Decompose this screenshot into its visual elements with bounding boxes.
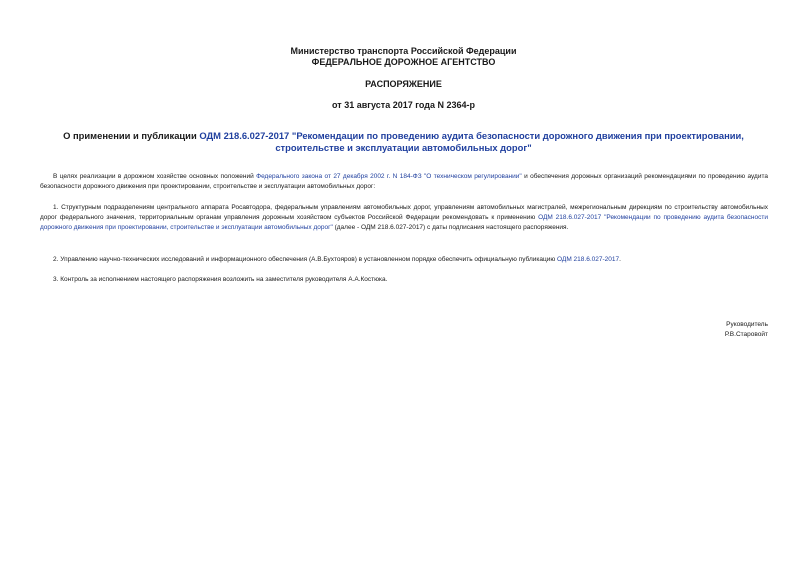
item-3-paragraph: 3. Контроль за исполнением настоящего распоряжения возложить на заместителя руководителя А.А.Костюка. — [53, 276, 388, 283]
signature-role: Руководитель — [726, 321, 768, 328]
signature-name: Р.В.Старовойт — [724, 331, 768, 338]
item-2-text-before: 2. Управлению научно-технических исследований и информационного обеспечения (А.В.Бухтояров) в установленном порядке обеспечить официальную публикацию — [53, 256, 558, 263]
item-2-text-after: . — [619, 256, 621, 263]
agency-name: ФЕДЕРАЛЬНОЕ ДОРОЖНОЕ АГЕНТСТВО — [311, 57, 496, 67]
item-2-odm-link[interactable]: ОДМ 218.6.027-2017 — [557, 256, 620, 263]
document-type: РАСПОРЯЖЕНИЕ — [365, 79, 442, 89]
intro-paragraph — [40, 172, 768, 192]
item-2-paragraph — [40, 255, 768, 265]
federal-law-link[interactable]: Федерального закона от 27 декабря 2002 г. N 184-ФЗ "О техническом регулировании" — [256, 173, 522, 180]
document-date: от 31 августа 2017 года N 2364-р — [332, 100, 475, 110]
item-1-text-before: 1. Структурным подразделениям центрального аппарата Росавтодора, федеральным управлениям автомобильных дорог, управлениям автомобильных магистралей, межрегиональным дирекциям по строительству автомобильных дорог федерального значения, территориальным органам управления дорожным хозяйством субъектов Российской Федерации рекомендовать к применению — [40, 204, 768, 221]
intro-text-before: В целях реализации в дорожном хозяйстве основных положений — [53, 173, 257, 180]
title-odm-link[interactable]: ОДМ 218.6.027-2017 "Рекомендации по проведению аудита безопасности дорожного движения при проектировании, строительстве и эксплуатации автомобильных дорог" — [199, 130, 744, 153]
ministry-name: Министерство транспорта Российской Федерации — [290, 46, 517, 56]
document-title — [40, 130, 767, 154]
item-1-paragraph — [40, 203, 768, 233]
title-prefix: О применении и публикации — [63, 130, 200, 141]
item-1-text-after: (далее - ОДМ 218.6.027-2017) с даты подписания настоящего распоряжения. — [332, 224, 569, 231]
intro-text-after: и обеспечения дорожных организаций рекомендациями по проведению аудита безопасности дорожного движения при проектировании, строительстве и эксплуатации автомобильных дорог: — [40, 173, 768, 190]
item-1-odm-link[interactable]: ОДМ 218.6.027-2017 "Рекомендации по проведению аудита безопасности дорожного движения при проектировании, строительстве и эксплуатации автомобильных дорог" — [40, 214, 768, 231]
